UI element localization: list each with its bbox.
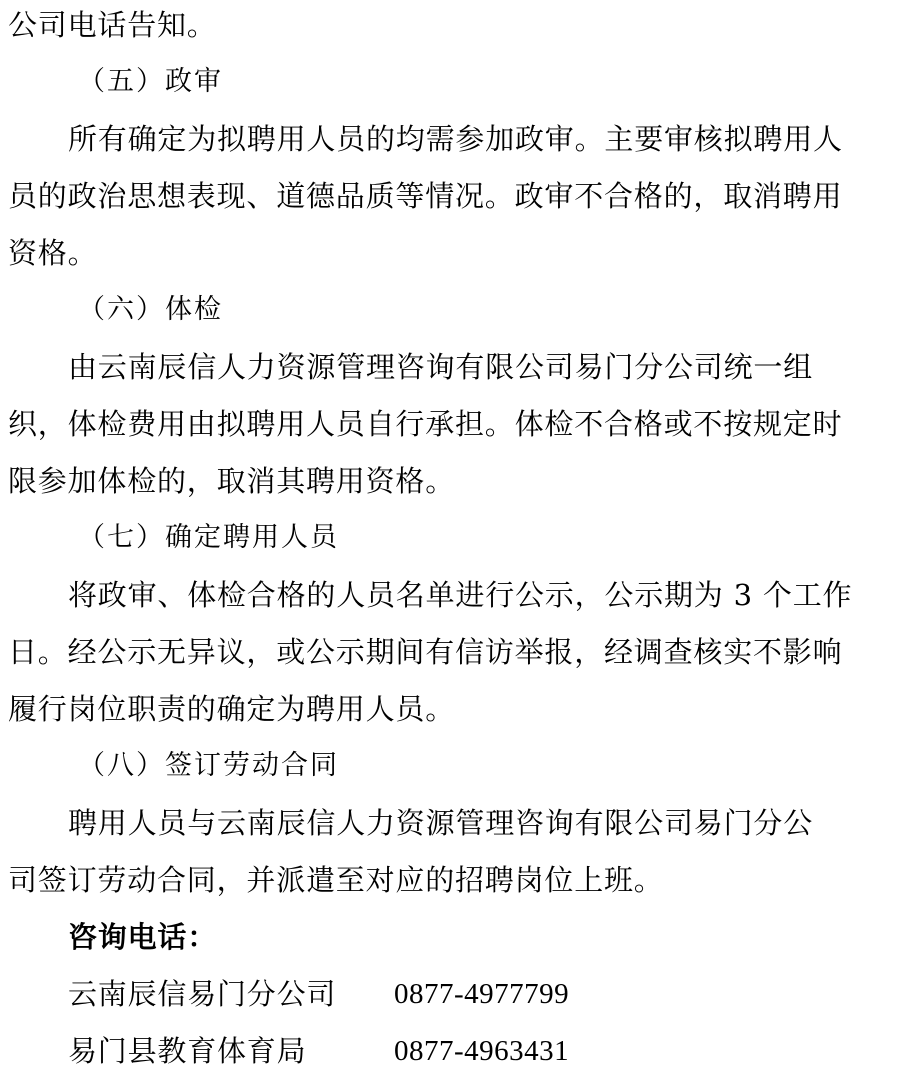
contact-phone: 0877-4977799 [394,978,570,1010]
paragraph-text: 聘用人员与云南辰信人力资源管理咨询有限公司易门分公 [68,806,814,840]
contact-heading: 咨询电话： [68,920,218,954]
paragraph-text: 司签订劳动合同，并派遣至对应的招聘岗位上班。 [8,863,664,897]
paragraph-text: 履行岗位职责的确定为聘用人员。 [8,692,456,726]
paragraph-text: 资格。 [8,236,98,270]
section-heading-labor-contract: （八）签订劳动合同 [78,750,339,781]
section-heading-political-review: （五）政审 [78,66,223,97]
paragraph-text: 日。经公示无异议，或公示期间有信访举报，经调查核实不影响 [8,635,843,669]
paragraph-text: 将政审、体检合格的人员名单进行公示，公示期为 3 个工作 [68,578,853,612]
contact-phone: 0877-4963431 [394,1035,570,1067]
paragraph-text: 由云南辰信人力资源管理咨询有限公司易门分公司统一组 [68,350,814,384]
paragraph-text: 限参加体检的，取消其聘用资格。 [8,464,456,498]
contact-org: 云南辰信易门分公司 [68,977,337,1011]
paragraph-text: 所有确定为拟聘用人员的均需参加政审。主要审核拟聘用人 [68,122,843,156]
contact-org: 易门县教育体育局 [68,1034,307,1068]
paragraph-text: 公司电话告知。 [8,8,217,42]
paragraph-text: 织，体检费用由拟聘用人员自行承担。体检不合格或不按规定时 [8,407,843,441]
paragraph-text: 员的政治思想表现、道德品质等情况。政审不合格的，取消聘用 [8,179,843,213]
section-heading-confirm-hires: （七）确定聘用人员 [78,522,339,553]
section-heading-medical-exam: （六）体检 [78,294,223,325]
